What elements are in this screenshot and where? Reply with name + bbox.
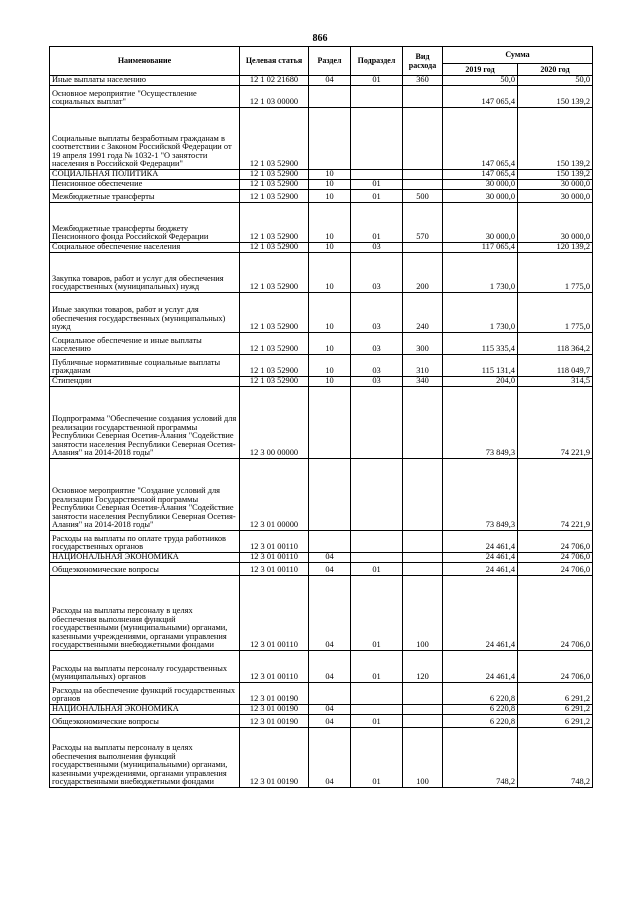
cell-subsection: 01 [351, 651, 403, 683]
cell-kind [403, 531, 443, 553]
cell-y2020: 1 775,0 [518, 253, 593, 293]
cell-target: 12 3 01 00190 [240, 705, 309, 715]
cell-subsection [351, 683, 403, 705]
cell-y2019: 147 065,4 [443, 170, 518, 180]
cell-target: 12 1 03 52900 [240, 333, 309, 355]
cell-section: 04 [309, 705, 351, 715]
header-section: Раздел [309, 47, 351, 76]
cell-y2019: 73 849,3 [443, 459, 518, 531]
cell-subsection [351, 170, 403, 180]
header-target: Целевая статья [240, 47, 309, 76]
cell-target: 12 3 01 00190 [240, 715, 309, 728]
cell-kind [403, 180, 443, 190]
cell-y2019: 115 335,4 [443, 333, 518, 355]
cell-section: 04 [309, 76, 351, 86]
cell-name: Межбюджетные трансферты бюджету Пенсионного фонда Российской Федерации [50, 203, 240, 243]
cell-kind [403, 243, 443, 253]
cell-y2019: 115 131,4 [443, 355, 518, 377]
cell-name: Общеэкономические вопросы [50, 563, 240, 576]
cell-kind: 240 [403, 293, 443, 333]
cell-kind [403, 108, 443, 170]
cell-y2020: 1 775,0 [518, 293, 593, 333]
cell-kind [403, 705, 443, 715]
cell-target: 12 1 03 52900 [240, 243, 309, 253]
table-row [50, 355, 593, 377]
cell-y2020: 118 049,7 [518, 355, 593, 377]
table-row [50, 387, 593, 459]
cell-subsection: 01 [351, 576, 403, 651]
cell-section [309, 108, 351, 170]
cell-y2019: 6 220,8 [443, 705, 518, 715]
cell-y2020: 24 706,0 [518, 563, 593, 576]
cell-section [309, 459, 351, 531]
cell-subsection: 03 [351, 293, 403, 333]
cell-section: 04 [309, 576, 351, 651]
cell-subsection [351, 531, 403, 553]
cell-y2019: 24 461,4 [443, 576, 518, 651]
cell-kind [403, 683, 443, 705]
cell-y2020: 150 139,2 [518, 108, 593, 170]
table-row [50, 76, 593, 86]
table-row [50, 190, 593, 203]
cell-y2020: 30 000,0 [518, 203, 593, 243]
cell-target: 12 1 03 00000 [240, 86, 309, 108]
cell-y2020: 30 000,0 [518, 190, 593, 203]
cell-target: 12 3 01 00110 [240, 576, 309, 651]
cell-subsection [351, 705, 403, 715]
cell-y2019: 204,0 [443, 377, 518, 387]
cell-target: 12 1 03 52900 [240, 293, 309, 333]
cell-name: Расходы на обеспечение функций государственных органов [50, 683, 240, 705]
table-row [50, 86, 593, 108]
cell-section: 10 [309, 377, 351, 387]
cell-y2019: 50,0 [443, 76, 518, 86]
cell-y2019: 748,2 [443, 728, 518, 788]
cell-section: 10 [309, 253, 351, 293]
cell-section: 10 [309, 190, 351, 203]
cell-y2020: 314,5 [518, 377, 593, 387]
cell-subsection [351, 553, 403, 563]
cell-section: 04 [309, 553, 351, 563]
cell-subsection [351, 108, 403, 170]
table-row [50, 728, 593, 788]
cell-y2019: 24 461,4 [443, 553, 518, 563]
header-2019: 2019 год [443, 64, 518, 76]
table-row [50, 333, 593, 355]
cell-y2019: 117 065,4 [443, 243, 518, 253]
cell-y2019: 24 461,4 [443, 531, 518, 553]
cell-name: Подпрограмма "Обеспечение создания условий для реализации государственной программы Республики Северная Осетия-Алания "Содействие занятости населения Республики Северная Осетия-Алания" на 2014-2018 годы" [50, 387, 240, 459]
cell-kind [403, 563, 443, 576]
cell-section: 04 [309, 651, 351, 683]
cell-y2020: 24 706,0 [518, 576, 593, 651]
cell-y2020: 24 706,0 [518, 553, 593, 563]
cell-subsection: 03 [351, 243, 403, 253]
cell-section [309, 86, 351, 108]
cell-target: 12 3 01 00000 [240, 459, 309, 531]
cell-name: Социальное обеспечение и иные выплаты населению [50, 333, 240, 355]
table-body [50, 76, 593, 788]
cell-name: СОЦИАЛЬНАЯ ПОЛИТИКА [50, 170, 240, 180]
cell-name: Расходы на выплаты персоналу в целях обеспечения выполнения функций государственными (муниципальными) органами, казенными учреждениями, органами управления государственными внебюджетными фондами [50, 728, 240, 788]
cell-section: 04 [309, 728, 351, 788]
cell-kind: 360 [403, 76, 443, 86]
table-row [50, 377, 593, 387]
cell-y2020: 120 139,2 [518, 243, 593, 253]
table-row [50, 705, 593, 715]
cell-name: Закупка товаров, работ и услуг для обеспечения государственных (муниципальных) нужд [50, 253, 240, 293]
cell-name: Основное мероприятие "Создание условий для реализации Государственной программы Республики Северная Осетия-Алания "Содействие занятости населения Республики Северная Осетия-Алания" на 2014-2018 годы" [50, 459, 240, 531]
header-subsection: Подраздел [351, 47, 403, 76]
table-row [50, 651, 593, 683]
cell-y2019: 147 065,4 [443, 86, 518, 108]
cell-y2020: 150 139,2 [518, 86, 593, 108]
cell-y2020: 6 291,2 [518, 705, 593, 715]
cell-target: 12 1 03 52900 [240, 377, 309, 387]
cell-name: НАЦИОНАЛЬНАЯ ЭКОНОМИКА [50, 553, 240, 563]
cell-y2019: 147 065,4 [443, 108, 518, 170]
table-row [50, 683, 593, 705]
cell-name: Пенсионное обеспечение [50, 180, 240, 190]
table-header [50, 47, 593, 76]
cell-section: 10 [309, 333, 351, 355]
cell-name: Расходы на выплаты персоналу государственных (муниципальных) органов [50, 651, 240, 683]
table-row [50, 108, 593, 170]
cell-target: 12 3 01 00190 [240, 728, 309, 788]
cell-y2019: 24 461,4 [443, 563, 518, 576]
cell-subsection [351, 459, 403, 531]
cell-target: 12 1 03 52900 [240, 180, 309, 190]
cell-y2020: 30 000,0 [518, 180, 593, 190]
cell-subsection: 03 [351, 355, 403, 377]
table-row [50, 563, 593, 576]
cell-kind [403, 715, 443, 728]
table-row [50, 715, 593, 728]
cell-target: 12 1 03 52900 [240, 170, 309, 180]
cell-section: 04 [309, 715, 351, 728]
cell-kind [403, 553, 443, 563]
cell-y2020: 150 139,2 [518, 170, 593, 180]
cell-y2020: 74 221,9 [518, 387, 593, 459]
cell-subsection: 03 [351, 253, 403, 293]
cell-name: Основное мероприятие "Осуществление социальных выплат" [50, 86, 240, 108]
cell-name: Расходы на выплаты по оплате труда работников государственных органов [50, 531, 240, 553]
cell-name: НАЦИОНАЛЬНАЯ ЭКОНОМИКА [50, 705, 240, 715]
cell-name: Социальное обеспечение населения [50, 243, 240, 253]
cell-subsection: 01 [351, 190, 403, 203]
cell-name: Иные закупки товаров, работ и услуг для обеспечения государственных (муниципальных) нужд [50, 293, 240, 333]
cell-target: 12 1 02 21680 [240, 76, 309, 86]
cell-section: 04 [309, 563, 351, 576]
cell-target: 12 1 03 52900 [240, 355, 309, 377]
cell-kind: 100 [403, 728, 443, 788]
cell-subsection [351, 86, 403, 108]
table-row [50, 170, 593, 180]
cell-section: 10 [309, 180, 351, 190]
cell-section: 10 [309, 203, 351, 243]
cell-subsection: 03 [351, 333, 403, 355]
cell-name: Публичные нормативные социальные выплаты гражданам [50, 355, 240, 377]
cell-section [309, 683, 351, 705]
cell-y2020: 24 706,0 [518, 531, 593, 553]
cell-target: 12 1 03 52900 [240, 190, 309, 203]
table-row [50, 553, 593, 563]
cell-target: 12 3 01 00110 [240, 531, 309, 553]
cell-target: 12 1 03 52900 [240, 108, 309, 170]
cell-name: Иные выплаты населению [50, 76, 240, 86]
cell-section: 10 [309, 170, 351, 180]
cell-y2019: 73 849,3 [443, 387, 518, 459]
cell-y2020: 6 291,2 [518, 715, 593, 728]
table-row [50, 576, 593, 651]
cell-subsection: 01 [351, 728, 403, 788]
table-row [50, 293, 593, 333]
header-sum: Сумма [443, 47, 593, 64]
cell-y2019: 6 220,8 [443, 683, 518, 705]
cell-subsection: 01 [351, 715, 403, 728]
cell-section [309, 387, 351, 459]
cell-kind: 100 [403, 576, 443, 651]
cell-y2020: 748,2 [518, 728, 593, 788]
cell-kind: 200 [403, 253, 443, 293]
cell-target: 12 3 01 00110 [240, 651, 309, 683]
cell-target: 12 3 01 00110 [240, 553, 309, 563]
cell-y2020: 24 706,0 [518, 651, 593, 683]
cell-y2020: 50,0 [518, 76, 593, 86]
cell-kind: 570 [403, 203, 443, 243]
table-row [50, 180, 593, 190]
table-row [50, 243, 593, 253]
cell-subsection: 01 [351, 203, 403, 243]
header-name: Наименование [50, 47, 240, 76]
cell-y2019: 6 220,8 [443, 715, 518, 728]
header-2020: 2020 год [518, 64, 593, 76]
cell-y2020: 118 364,2 [518, 333, 593, 355]
cell-y2019: 30 000,0 [443, 190, 518, 203]
header-kind: Вид расхода [403, 47, 443, 76]
table-row [50, 203, 593, 243]
cell-kind: 300 [403, 333, 443, 355]
cell-y2019: 1 730,0 [443, 293, 518, 333]
cell-kind [403, 170, 443, 180]
cell-section: 10 [309, 243, 351, 253]
cell-kind [403, 387, 443, 459]
cell-name: Межбюджетные трансферты [50, 190, 240, 203]
cell-subsection: 01 [351, 180, 403, 190]
budget-table [49, 46, 593, 788]
cell-y2019: 30 000,0 [443, 180, 518, 190]
cell-target: 12 1 03 52900 [240, 253, 309, 293]
table-row [50, 459, 593, 531]
cell-kind [403, 86, 443, 108]
cell-name: Расходы на выплаты персоналу в целях обеспечения выполнения функций государственными (муниципальными) органами, казенными учреждениями, органами управления государственными внебюджетными фондами [50, 576, 240, 651]
cell-kind: 340 [403, 377, 443, 387]
cell-section [309, 531, 351, 553]
cell-name: Стипендии [50, 377, 240, 387]
cell-name: Социальные выплаты безработным гражданам в соответствии с Законом Российской Федерации от 19 апреля 1991 года № 1032-1 "О занятости населения в Российской Федерации" [50, 108, 240, 170]
table-row [50, 253, 593, 293]
cell-y2020: 74 221,9 [518, 459, 593, 531]
page-number: 866 [312, 33, 328, 44]
cell-kind: 500 [403, 190, 443, 203]
cell-kind [403, 459, 443, 531]
cell-y2019: 1 730,0 [443, 253, 518, 293]
cell-subsection [351, 387, 403, 459]
table-row [50, 531, 593, 553]
cell-y2019: 24 461,4 [443, 651, 518, 683]
cell-target: 12 3 00 00000 [240, 387, 309, 459]
cell-section: 10 [309, 355, 351, 377]
cell-name: Общеэкономические вопросы [50, 715, 240, 728]
cell-subsection: 01 [351, 563, 403, 576]
cell-target: 12 3 01 00110 [240, 563, 309, 576]
cell-kind: 310 [403, 355, 443, 377]
cell-target: 12 1 03 52900 [240, 203, 309, 243]
cell-target: 12 3 01 00190 [240, 683, 309, 705]
cell-subsection: 03 [351, 377, 403, 387]
cell-kind: 120 [403, 651, 443, 683]
cell-y2020: 6 291,2 [518, 683, 593, 705]
cell-section: 10 [309, 293, 351, 333]
cell-subsection: 01 [351, 76, 403, 86]
cell-y2019: 30 000,0 [443, 203, 518, 243]
